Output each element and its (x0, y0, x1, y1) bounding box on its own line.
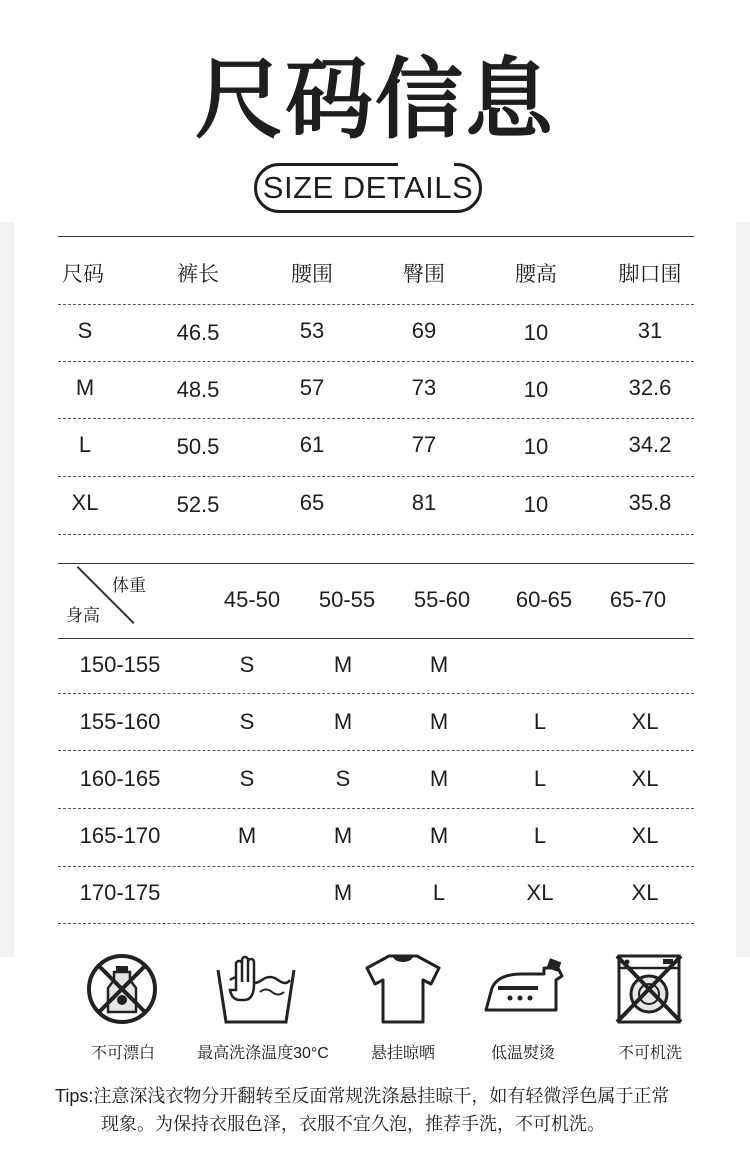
size-cell: 65 (299, 490, 325, 515)
size-table-divider (58, 476, 694, 477)
size-cell: 77 (411, 432, 437, 457)
fit-cell: S (239, 709, 255, 734)
low-iron-icon (482, 952, 566, 1026)
care-label: 最高洗涤温度30°C (197, 1045, 329, 1062)
hang-dry-icon (361, 952, 445, 1026)
fit-table-top-rule (58, 563, 694, 564)
size-cell: 10 (523, 434, 549, 459)
fit-table-bottom-rule (58, 923, 694, 924)
corner-weight-label: 体重 (112, 576, 146, 595)
size-table-divider (58, 418, 694, 419)
fit-cell: XL (631, 709, 659, 734)
size-cell: 10 (523, 320, 549, 345)
fit-cell: M (333, 652, 353, 677)
size-table-divider (58, 361, 694, 362)
fit-table-divider (58, 693, 694, 694)
fit-cell: M (333, 823, 353, 848)
size-cell: S (77, 318, 93, 343)
weight-header: 65-70 (609, 587, 667, 612)
no-machine-wash-icon (607, 952, 691, 1026)
size-cell: 35.8 (628, 490, 672, 515)
page-title: 尺码信息 (194, 50, 555, 149)
corner-height-label: 身高 (66, 606, 100, 625)
care-label: 悬挂晾晒 (370, 1045, 435, 1062)
fit-cell: XL (631, 766, 659, 791)
fit-cell: M (429, 652, 449, 677)
fit-cell: S (335, 766, 351, 791)
tips-line-1: Tips:注意深浅衣物分开翻转至反面常规洗涤悬挂晾干，如有轻微浮色属于正常 (55, 1086, 670, 1106)
subtitle-badge: SIZE DETAILS (254, 163, 482, 213)
size-cell: 81 (411, 490, 437, 515)
size-cell: M (75, 375, 95, 400)
weight-header: 45-50 (223, 587, 281, 612)
fit-cell: S (239, 652, 255, 677)
size-cell: 10 (523, 377, 549, 402)
left-side-band (0, 222, 14, 957)
tips-text (55, 1082, 715, 1138)
no-bleach-icon (80, 952, 164, 1026)
size-table-bottom-rule (58, 534, 694, 535)
size-cell: 50.5 (176, 434, 220, 459)
fit-table-divider (58, 808, 694, 809)
height-range: 170-175 (79, 880, 161, 905)
fit-cell: XL (526, 880, 554, 905)
size-cell: 34.2 (628, 432, 672, 457)
size-cell: 32.6 (628, 375, 672, 400)
size-cell: 73 (411, 375, 437, 400)
fit-table-divider (58, 866, 694, 867)
height-range: 155-160 (79, 709, 161, 734)
subtitle-border-gap (398, 160, 454, 168)
size-header-rise: 腰高 (515, 263, 557, 286)
size-cell: L (78, 432, 92, 457)
size-header-waist: 腰围 (291, 263, 333, 286)
fit-cell: XL (631, 823, 659, 848)
size-header-size: 尺码 (62, 263, 104, 286)
size-header-hip: 臀围 (403, 263, 445, 286)
fit-table-divider (58, 750, 694, 751)
fit-cell: M (333, 709, 353, 734)
fit-cell: M (429, 766, 449, 791)
size-cell: 31 (637, 318, 663, 343)
right-side-band (736, 222, 750, 957)
fit-cell: L (432, 880, 446, 905)
care-label: 低温熨烫 (490, 1045, 555, 1062)
size-cell: 46.5 (176, 320, 220, 345)
fit-cell: M (237, 823, 257, 848)
care-label: 不可机洗 (617, 1045, 682, 1062)
fit-cell: M (429, 709, 449, 734)
size-header-length: 裤长 (177, 263, 219, 286)
fit-cell: S (239, 766, 255, 791)
height-range: 150-155 (79, 652, 161, 677)
wash-30-icon (214, 952, 298, 1026)
fit-cell: M (429, 823, 449, 848)
size-cell: 52.5 (176, 492, 220, 517)
fit-table-header-rule (58, 638, 694, 639)
size-header-hem: 脚口围 (618, 263, 682, 286)
size-cell: 53 (299, 318, 325, 343)
tips-line-2: 现象。为保持衣服色泽，衣服不宜久泡，推荐手洗，不可机洗。 (101, 1114, 605, 1134)
height-range: 160-165 (79, 766, 161, 791)
height-range: 165-170 (79, 823, 161, 848)
size-table-divider (58, 304, 694, 305)
care-label: 不可漂白 (90, 1045, 155, 1062)
size-cell: 57 (299, 375, 325, 400)
size-cell: 10 (523, 492, 549, 517)
size-cell: 61 (299, 432, 325, 457)
size-cell: 69 (411, 318, 437, 343)
size-table-top-rule (58, 236, 694, 237)
weight-header: 60-65 (515, 587, 573, 612)
fit-cell: L (533, 823, 547, 848)
fit-cell: M (333, 880, 353, 905)
weight-header: 55-60 (413, 587, 471, 612)
size-cell: 48.5 (176, 377, 220, 402)
fit-cell: XL (631, 880, 659, 905)
weight-header: 50-55 (318, 587, 376, 612)
fit-cell: L (533, 766, 547, 791)
size-cell: XL (71, 490, 99, 515)
fit-cell: L (533, 709, 547, 734)
